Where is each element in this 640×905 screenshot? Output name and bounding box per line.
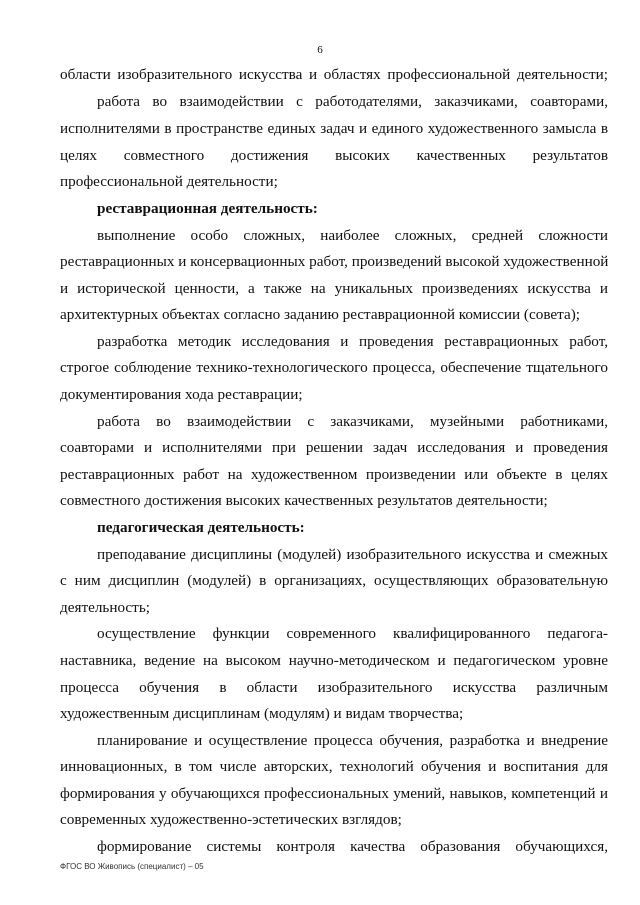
document-footer: ФГОС ВО Живопись (специалист) – 05 <box>60 862 204 871</box>
text-line: и исторической ценности, а также на уникальных произведениях искусства и <box>60 280 608 297</box>
text-line: с ним дисциплин (модулей) в организациях, осуществляющих образовательную <box>60 572 608 589</box>
text-line: процесса обучения в области изобразительного искусства различным <box>60 679 608 696</box>
text-line: современных художественно-эстетических взглядов; <box>60 811 402 828</box>
text-line: области изобразительного искусства и областях профессиональной деятельности; <box>60 66 608 83</box>
text-line: художественным дисциплинам (модулям) и видам творчества; <box>60 705 464 722</box>
text-line: профессиональной деятельности; <box>60 173 278 190</box>
text-line: строгое соблюдение технико-технологического процесса, обеспечение тщательного <box>60 359 608 376</box>
text-line: разработка методик исследования и проведения реставрационных работ, <box>97 333 608 350</box>
text-line: соавторами и исполнителями при решении задач исследования и проведения <box>60 439 608 456</box>
text-line: документирования хода реставрации; <box>60 386 303 403</box>
text-line: работа во взаимодействии с заказчиками, музейными работниками, <box>97 413 608 430</box>
section-heading: педагогическая деятельность: <box>97 519 305 536</box>
text-line: наставника, ведение на высоком научно-методическом и педагогическом уровне <box>60 652 608 669</box>
text-line: архитектурных объектах согласно заданию реставрационной комиссии (совета); <box>60 306 580 323</box>
text-line: совместного достижения высоких качественных результатов деятельности; <box>60 492 548 509</box>
text-line: формирования у обучающихся профессиональных умений, навыков, компетенций и <box>60 785 608 802</box>
text-line: планирование и осуществление процесса обучения, разработка и внедрение <box>97 732 608 749</box>
text-line: деятельность; <box>60 599 150 616</box>
text-line: реставрационных работ на художественном произведении или объекте в целях <box>60 466 608 483</box>
section-heading: реставрационная деятельность: <box>97 200 318 217</box>
text-line: выполнение особо сложных, наиболее сложных, средней сложности <box>97 227 608 244</box>
text-line: реставрационных и консервационных работ, произведений высокой художественной <box>60 253 609 270</box>
text-line: инновационных, в том числе авторских, технологий обучения и воспитания для <box>60 758 608 775</box>
text-line: формирование системы контроля качества образования обучающихся, <box>97 838 608 855</box>
text-line: осуществление функции современного квалифицированного педагога- <box>97 625 608 642</box>
page-number: 6 <box>317 44 323 56</box>
text-line: исполнителями в пространстве единых задач и единого художественного замысла в <box>60 120 608 137</box>
text-line: преподавание дисциплины (модулей) изобразительного искусства и смежных <box>97 546 608 563</box>
text-line: целях совместного достижения высоких качественных результатов <box>60 147 608 164</box>
text-line: работа во взаимодействии с работодателями, заказчиками, соавторами, <box>97 93 608 110</box>
